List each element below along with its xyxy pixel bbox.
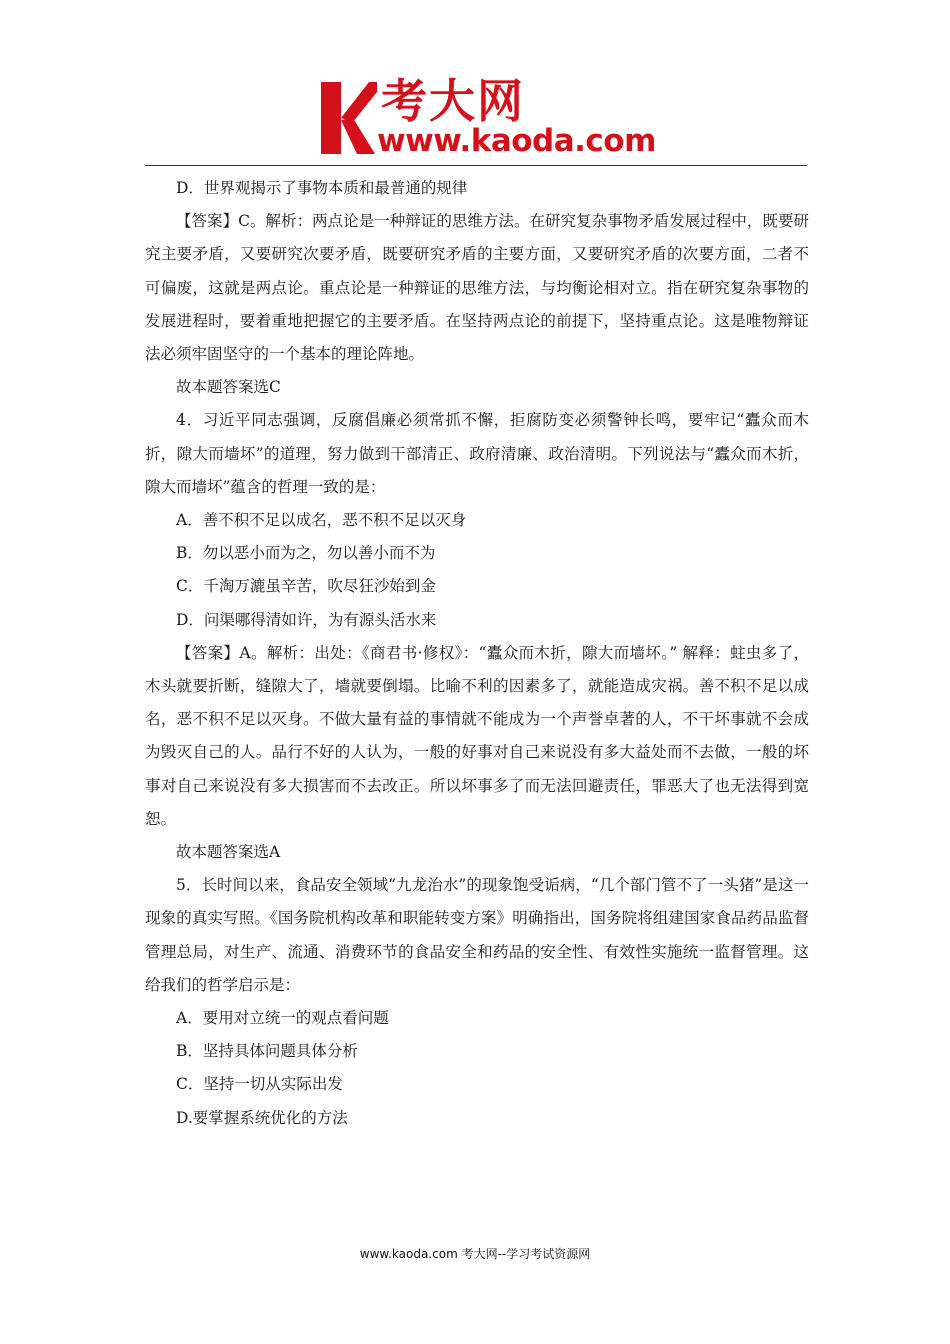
logo-url: www.kaoda.com	[377, 123, 656, 159]
answer-4: 【答案】A。解析：出处：《商君书·修权》：“蠹众而木折，隙大而墙坏。” 解释：蛀虫多了，木头就要折断，缝隙大了，墙就要倒塌。比喻不利的因素多了，就能造成灾祸。善不积不足以成名，恶不积不足以灭身。不做大量有益的事情就不能成为一个声誉卓著的人，不干坏事就不会成为毁灭自己的人。品行不好的人认为，一般的好事对自己来说没有多大益处而不去做，一般的坏事对自己来说没有多大损害而不去改正。所以坏事多了而无法回避责任，罪恶大了也无法得到宽恕。	[145, 643, 809, 828]
q4-option-b: B．勿以恶小而为之，勿以善小而不为	[176, 544, 436, 563]
q4-option-c: C．千淘万漉虽辛苦，吹尽狂沙始到金	[176, 577, 436, 596]
document-body	[145, 172, 809, 1135]
logo-title: 考大网	[381, 74, 525, 128]
option-d-prev: D．世界观揭示了事物本质和最普通的规律	[176, 179, 468, 197]
q5-option-b: B．坚持具体问题具体分析	[176, 1042, 358, 1061]
answer-3-choice: 故本题答案选C	[176, 378, 281, 397]
question-4: 4．习近平同志强调，反腐倡廉必须常抓不懈，拒腐防变必须警钟长鸣，要牢记“蠹众而木折，隙大而墙坏”的道理，努力做到干部清正、政府清廉、政治清明。下列说法与“蠹众而木折，隙大而墙坏”蕴含的哲理一致的是：	[145, 411, 809, 496]
k-logo-icon	[317, 78, 379, 158]
question-5: 5．长时间以来，食品安全领域“九龙治水”的现象饱受诟病，“几个部门管不了一头猪”是这一现象的真实写照。《国务院机构改革和职能转变方案》明确指出，国务院将组建国家食品药品监督管理总局，对生产、流通、消费环节的食品安全和药品的安全性、有效性实施统一监督管理。这给我们的哲学启示是：	[145, 876, 809, 994]
header-divider	[145, 165, 807, 166]
answer-4-choice: 故本题答案选A	[176, 843, 281, 862]
q4-option-a: A．善不积不足以成名，恶不积不足以灭身	[176, 511, 467, 530]
page-footer[interactable]: www.kaoda.com 考大网--学习考试资源网	[359, 1247, 591, 1261]
page-header	[145, 72, 807, 166]
q5-option-d: D.要掌握系统优化的方法	[176, 1108, 348, 1127]
q4-option-d: D．问渠哪得清如许，为有源头活水来	[176, 610, 437, 629]
q5-option-a: A．要用对立统一的观点看问题	[176, 1009, 389, 1028]
answer-3: 【答案】C。解析：两点论是一种辩证的思维方法。在研究复杂事物矛盾发展过程中，既要研究主要矛盾，又要研究次要矛盾，既要研究矛盾的主要方面，又要研究矛盾的次要方面，二者不可偏废，这就是两点论。重点论是一种辩证的思维方法，与均衡论相对立。指在研究复杂事物的发展进程时，要着重地把握它的主要矛盾。在坚持两点论的前提下，坚持重点论。这是唯物辩证法必须牢固坚守的一个基本的理论阵地。	[145, 212, 809, 364]
q5-option-c: C．坚持一切从实际出发	[176, 1075, 343, 1094]
